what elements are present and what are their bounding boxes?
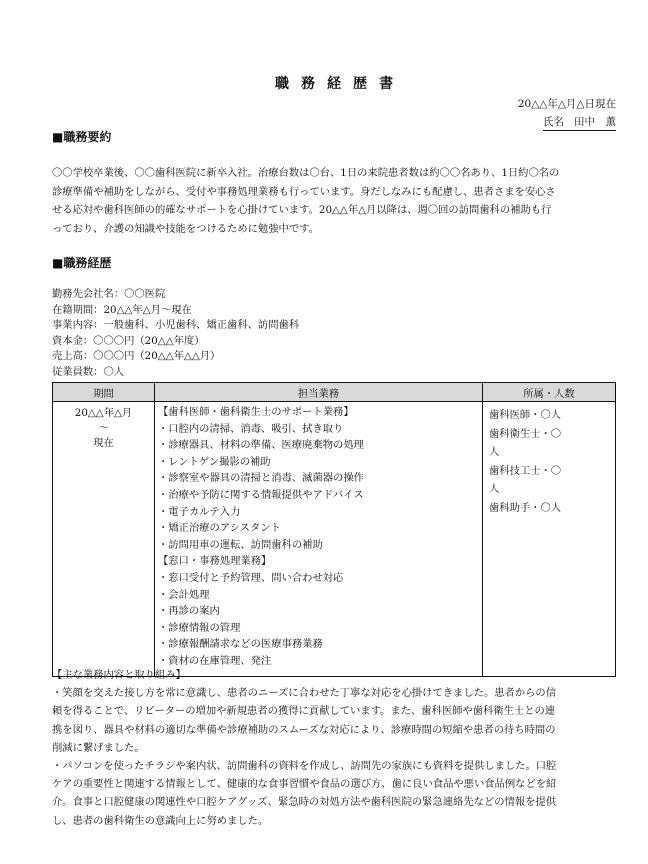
duty-item: ・診療情報の管理 — [158, 621, 241, 634]
header-department: 所属・人数 — [483, 383, 616, 402]
highlight-line: ケアの重要性と関連する情報として、健康的な食事習慣や食品の選び方、歯に良い食品や悪い食品例などを紹 — [52, 778, 557, 791]
department-item: 歯科助手・〇人 — [489, 501, 562, 514]
name-value: 田中 薫 — [574, 116, 616, 128]
duty-item: ・資材の在庫管理、発注 — [158, 654, 272, 667]
employment-period: 在籍期間：20△△年△月～現在 — [52, 303, 192, 316]
department-item: 歯科医師・〇人 — [489, 409, 562, 421]
highlight-line: 削減に繋げました。 — [52, 741, 145, 754]
duty-item: ・診療報酬請求などの医療事務業務 — [158, 638, 323, 651]
summary-text — [52, 164, 616, 238]
header-period: 期間 — [53, 383, 155, 402]
table-header-row — [53, 383, 616, 402]
highlight-line: 頼を得ることで、リピーターの増加や新規患者の獲得に貢献しています。また、歯科医師や歯科衛生士との連 — [52, 705, 556, 718]
highlight-line: ・笑顔を交えた接し方を常に意識し、患者のニーズに合わせた丁寧な対応を心掛けてきました。患者からの信 — [52, 687, 557, 700]
name-line — [543, 114, 616, 131]
document-date: 20△△年△月△日現在 — [517, 98, 616, 110]
capital: 資本金：〇〇〇円（20△△年度） — [52, 334, 205, 347]
header-duties: 担当業務 — [155, 383, 483, 402]
duty-item: ・電子カルテ入力 — [158, 505, 241, 518]
duty-item: ・診療器具、材料の準備、医療廃棄物の処理 — [158, 439, 364, 452]
duty-item: ・窓口受付と予約管理、問い合わせ対応 — [158, 571, 344, 584]
department-item: 歯科技工士・〇人 — [489, 464, 562, 495]
name-label: 氏名 — [543, 116, 564, 128]
table-row — [53, 402, 616, 677]
career-table — [52, 382, 616, 677]
duty-item: ・会計処理 — [158, 588, 210, 601]
period-cell — [53, 402, 155, 677]
duty-item: ・矯正治療のアシスタント — [158, 522, 281, 535]
period-start: 20△△年△月 — [74, 407, 133, 419]
duty-item: ・レントゲン撮影の補助 — [158, 455, 271, 468]
highlight-line: 介。食事と口腔健康の関連性や口腔ケアグッズ、緊急時の対処方法や歯科医院の緊急連絡先などの情報を提供 — [52, 796, 557, 809]
duty-item: ・訪問用車の運転、訪問歯科の補助 — [158, 538, 323, 551]
duty-group-heading: 【窓口・事務処理業務】 — [158, 555, 272, 568]
highlight-line: 携を図り、器具や材料の適切な準備や診療補助のスムーズな対応により、診療時間の短縮や患者の待ち時間の — [52, 723, 556, 736]
business-content: 事業内容：一般歯科、小児歯科、矯正歯科、訪問歯科 — [52, 319, 300, 331]
duty-item: ・再診の案内 — [158, 605, 220, 618]
duty-item: ・診察室や器具の清掃と消毒、滅菌器の操作 — [158, 472, 364, 485]
period-tilde: ～ — [98, 422, 109, 434]
career-heading: ■職務経歴 — [52, 256, 112, 270]
summary-line: 診療準備や補助をしながら、受付や事務処理業務も行っています。身だしなみにも配慮し、患者さまを安心さ — [52, 185, 556, 198]
summary-line: 〇〇学校卒業後、〇〇歯科医院に新卒入社。治療台数は〇台、1日の来院患者数は約〇〇名あり、1日約〇名の — [52, 167, 560, 179]
company-info — [52, 287, 299, 380]
duties-cell — [155, 402, 483, 677]
duty-group-heading: 【歯科医師・歯科衛生士のサポート業務】 — [158, 406, 354, 418]
highlights-heading: 【主な業務内容と取り組み】 — [52, 669, 186, 681]
revenue: 売上高：〇〇〇円（20△△年△△月） — [52, 350, 221, 362]
document-title: 職務経歴書 — [275, 76, 405, 92]
highlight-line: ・パソコンを使ったチラシや案内状、訪問歯科の資料を作成し、訪問先の家族にも資料を提供しました。口腔 — [52, 760, 557, 773]
department-item: 歯科衛生士・〇人 — [489, 427, 562, 458]
employee-count: 従業員数：〇人 — [52, 365, 125, 378]
period-end: 現在 — [93, 437, 114, 449]
company-name: 勤務先会社名：〇〇医院 — [52, 288, 166, 300]
highlight-line: し、患者の歯科衛生の意識向上に努めました。 — [52, 814, 269, 827]
summary-line: せる応対や歯科医師の的確なサポートを心掛けています。20△△年△月以降は、週〇回の訪問歯科の補助も行 — [52, 204, 552, 216]
summary-heading: ■職務要約 — [52, 130, 112, 144]
highlights-section — [52, 666, 616, 830]
summary-line: っており、介護の知識や技能をつけるために勉強中です。 — [52, 222, 319, 235]
department-cell — [483, 402, 616, 677]
duty-item: ・治療や予防に関する情報提供やアドバイス — [158, 488, 364, 501]
duty-item: ・口腔内の清掃、消毒、吸引、拭き取り — [158, 422, 344, 435]
